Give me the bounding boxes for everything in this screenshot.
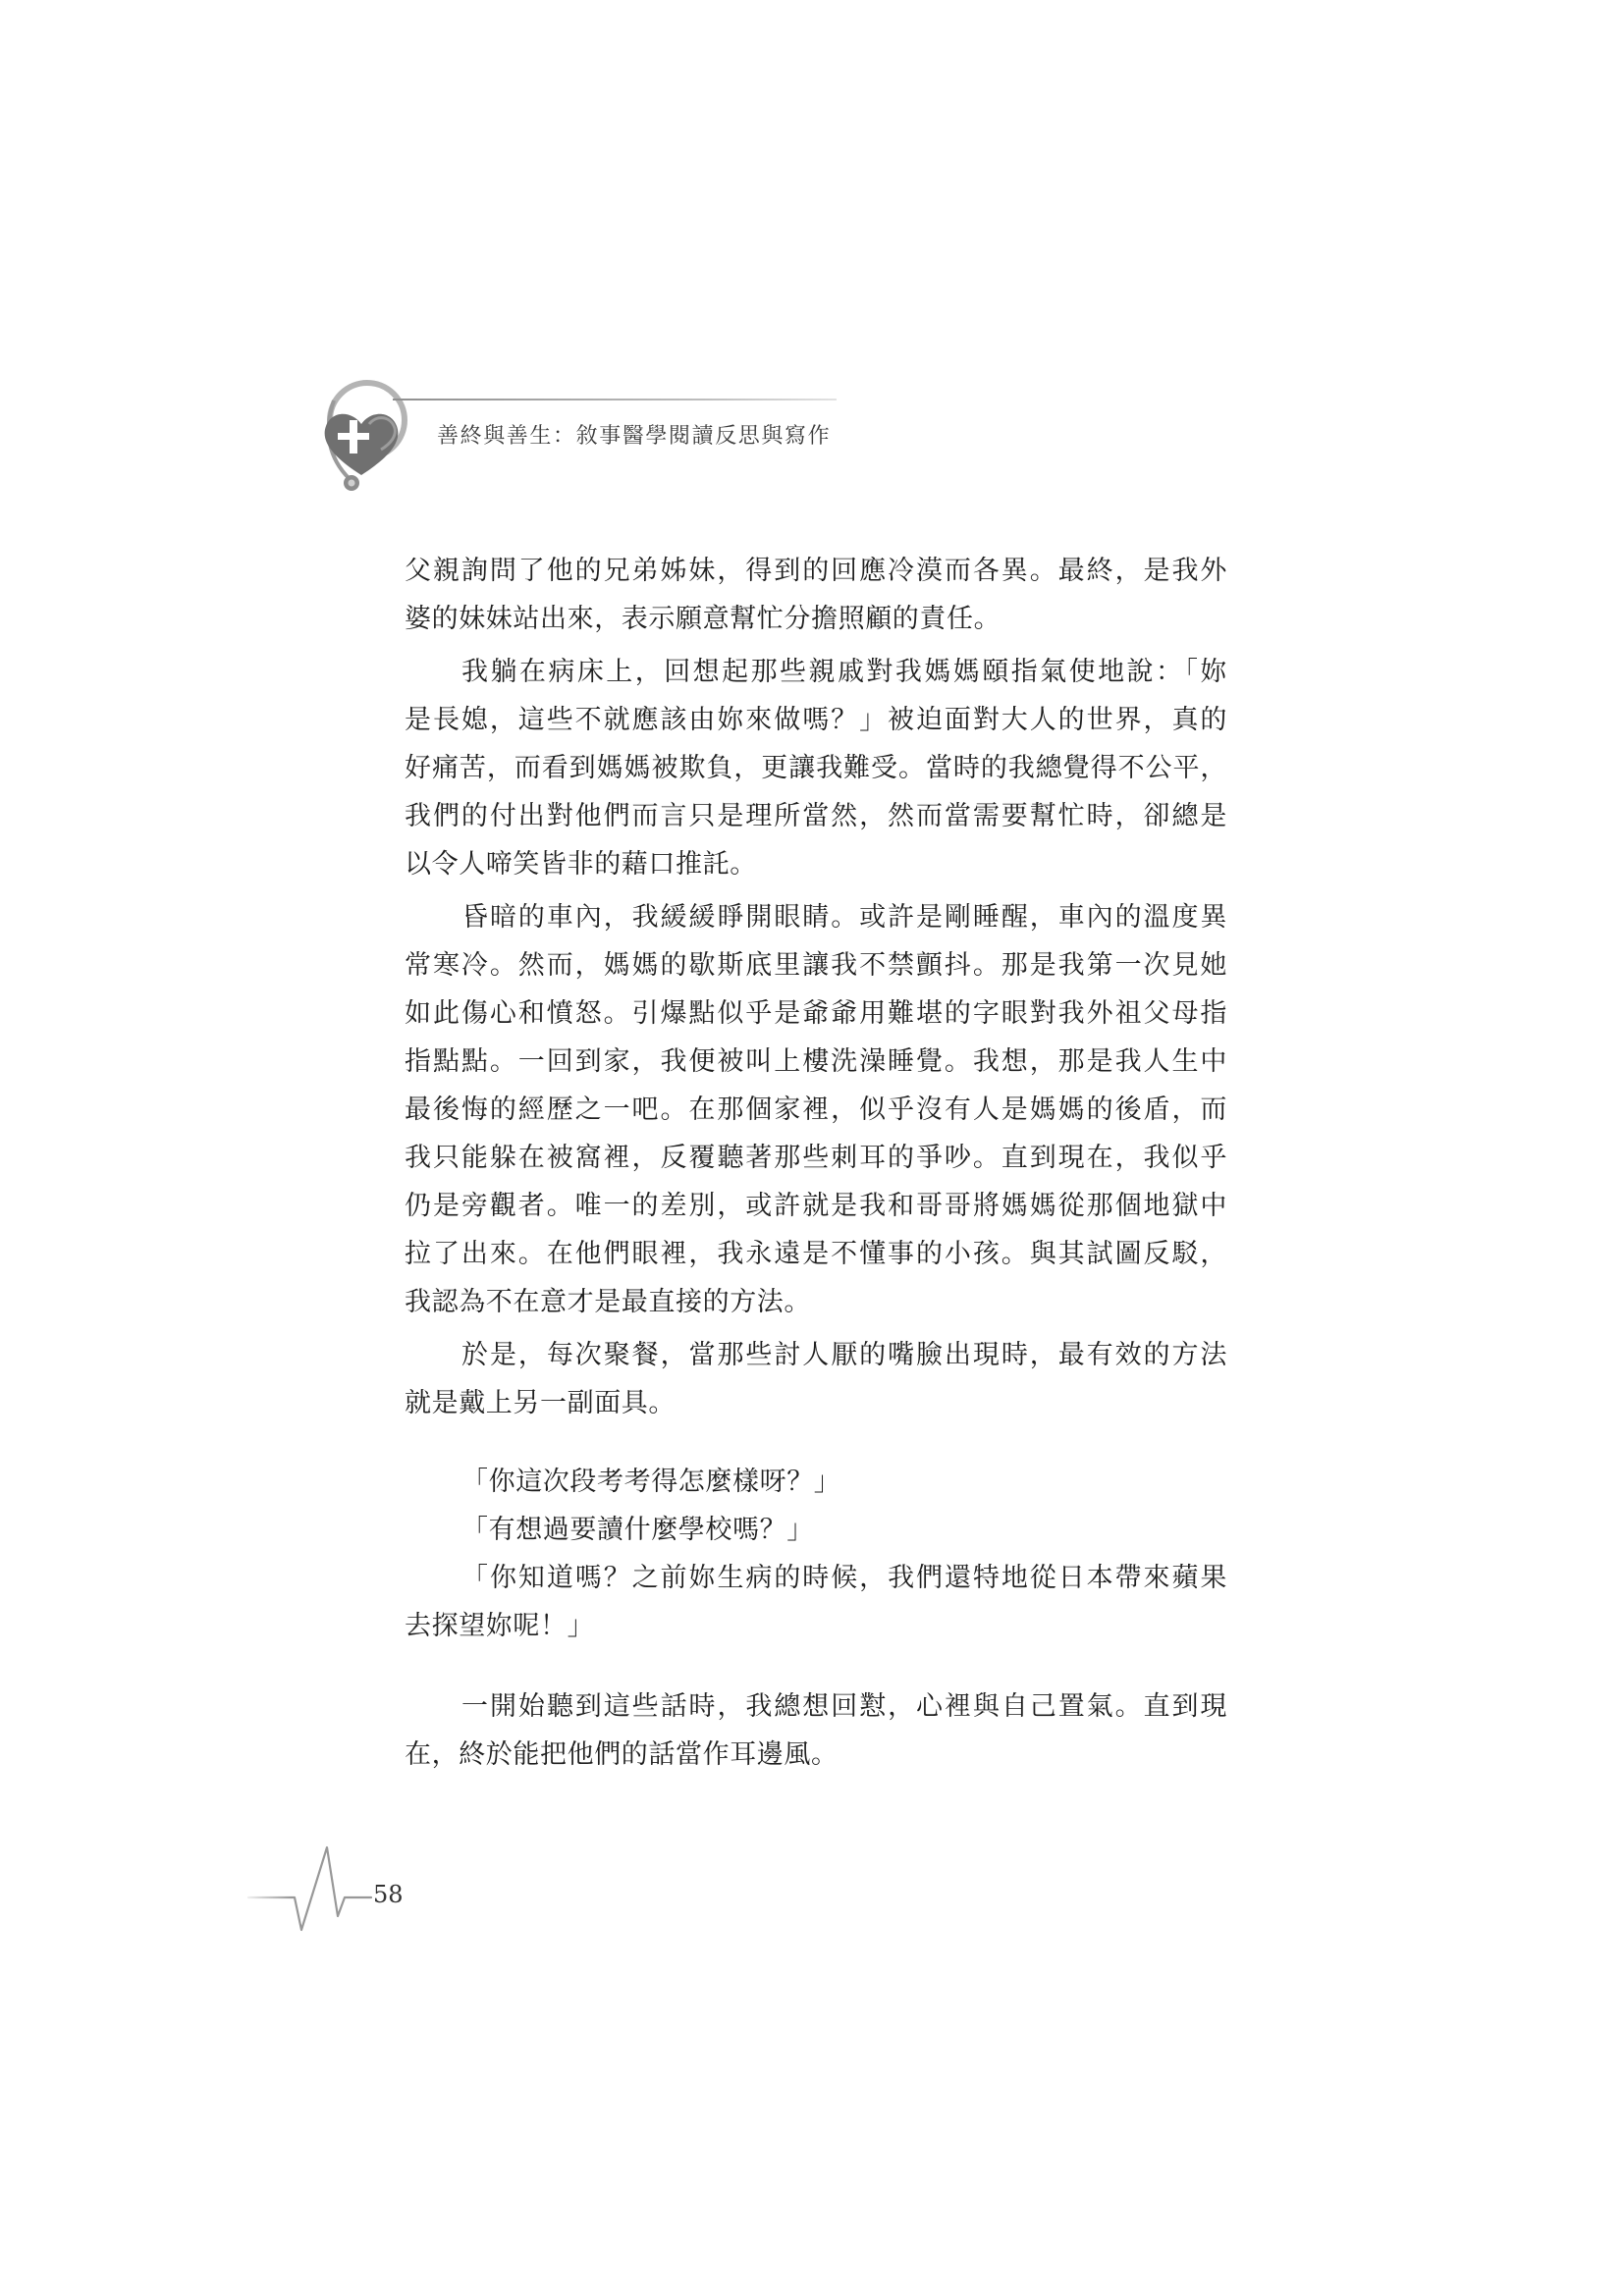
text-line: 父親詢問了他的兄弟姊妹，得到的回應冷漠而各異。最終，是我外 <box>405 556 1227 586</box>
paragraph <box>405 547 1227 643</box>
text-line: 「你這次段考考得怎麼樣呀？」 <box>461 1467 841 1497</box>
text-line: 我認為不在意才是最直接的方法。 <box>405 1287 811 1317</box>
heart-cross-stethoscope-logo-icon <box>312 371 410 494</box>
dialogue-quote <box>405 1506 1227 1554</box>
paragraph <box>405 1682 1227 1779</box>
page-number: 58 <box>373 1881 404 1908</box>
text-line: 在，終於能把他們的話當作耳邊風。 <box>405 1739 839 1770</box>
heartbeat-line-icon <box>245 1838 375 1936</box>
text-line: 拉了出來。在他們眼裡，我永遠是不懂事的小孩。與其試圖反駁， <box>405 1239 1227 1269</box>
body-text <box>405 547 1227 1779</box>
text-line: 如此傷心和憤怒。引爆點似乎是爺爺用難堪的字眼對我外祖父母指 <box>405 998 1227 1029</box>
text-line: 於是，每次聚餐，當那些討人厭的嘴臉出現時，最有效的方法 <box>461 1340 1227 1370</box>
text-line: 常寒冷。然而，媽媽的歇斯底里讓我不禁顫抖。那是我第一次見她 <box>405 950 1227 981</box>
header-rule <box>393 399 837 400</box>
text-line: 我只能躲在被窩裡，反覆聽著那些刺耳的爭吵。直到現在，我似乎 <box>405 1143 1227 1173</box>
text-line: 最後悔的經歷之一吧。在那個家裡，似乎沒有人是媽媽的後盾，而 <box>405 1095 1227 1125</box>
paragraph <box>405 648 1227 888</box>
text-line: 就是戴上另一副面具。 <box>405 1388 676 1418</box>
text-line: 一開始聽到這些話時，我總想回懟，心裡與自己置氣。直到現 <box>461 1691 1227 1722</box>
text-line: 「你知道嗎？之前妳生病的時候，我們還特地從日本帶來蘋果 <box>461 1563 1227 1593</box>
text-line: 我躺在病床上，回想起那些親戚對我媽媽頤指氣使地說：「妳 <box>461 657 1227 687</box>
text-line: 婆的妹妹站出來，表示願意幫忙分擔照顧的責任。 <box>405 604 1001 634</box>
dialogue-quote <box>405 1458 1227 1506</box>
text-line: 仍是旁觀者。唯一的差別，或許就是我和哥哥將媽媽從那個地獄中 <box>405 1191 1227 1221</box>
text-line: 以令人啼笑皆非的藉口推託。 <box>405 849 757 880</box>
text-line: 昏暗的車內，我緩緩睜開眼睛。或許是剛睡醒，車內的溫度異 <box>461 902 1227 933</box>
text-line: 我們的付出對他們而言只是理所當然，然而當需要幫忙時，卻總是 <box>405 801 1227 831</box>
text-line: 「有想過要讀什麼學校嗎？」 <box>461 1515 814 1545</box>
running-title: 善終與善生：敘事醫學閱讀反思與寫作 <box>437 424 832 449</box>
text-line: 是長媳，這些不就應該由妳來做嗎？」被迫面對大人的世界，真的 <box>405 705 1227 735</box>
text-line: 指點點。一回到家，我便被叫上樓洗澡睡覺。我想，那是我人生中 <box>405 1046 1227 1077</box>
paragraph <box>405 893 1227 1326</box>
dialogue-quote <box>405 1554 1227 1650</box>
paragraph <box>405 1331 1227 1427</box>
text-line: 好痛苦，而看到媽媽被欺負，更讓我難受。當時的我總覺得不公平， <box>405 753 1227 783</box>
text-line: 去探望妳呢！」 <box>405 1611 595 1641</box>
